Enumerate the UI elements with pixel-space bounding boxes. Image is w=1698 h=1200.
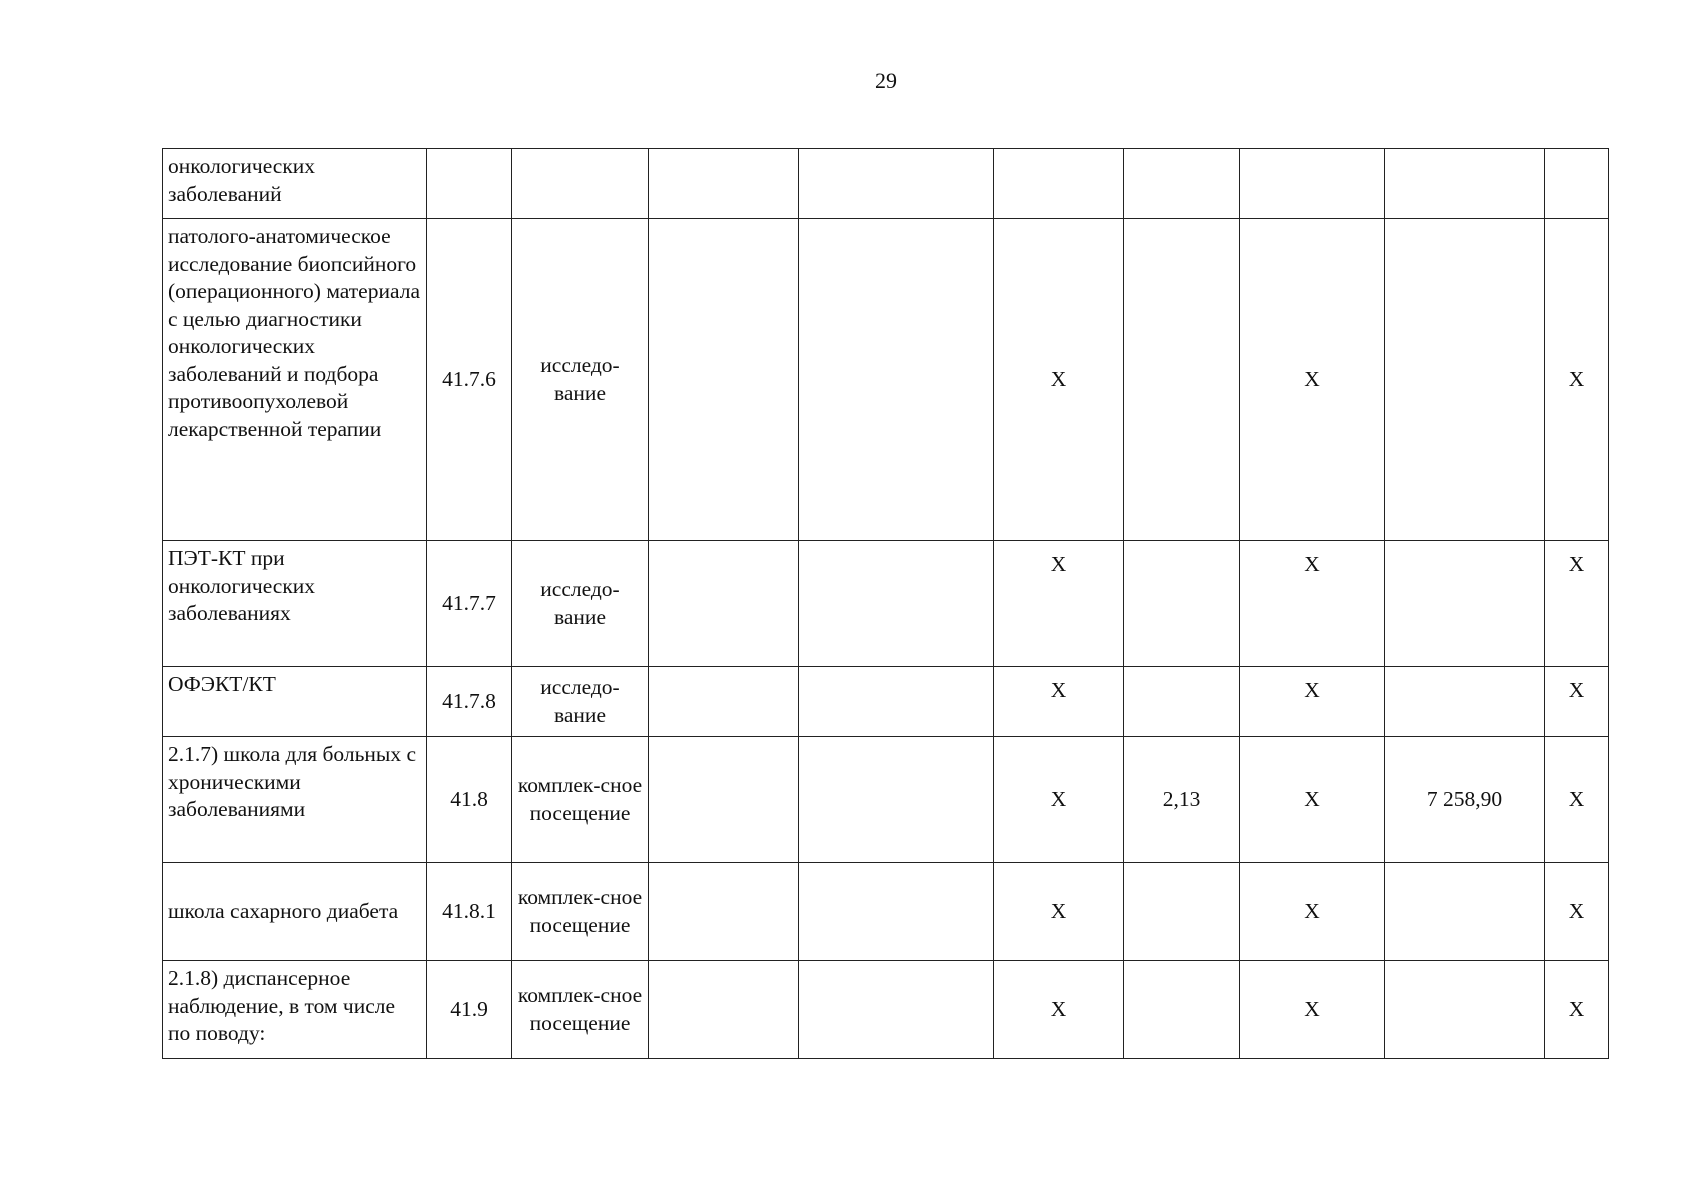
cell-col8: X bbox=[1240, 961, 1385, 1059]
page-number: 29 bbox=[875, 68, 897, 93]
cell-col7 bbox=[1124, 667, 1240, 737]
tariff-table bbox=[162, 148, 1609, 1059]
cell-col8: X bbox=[1240, 667, 1385, 737]
cell-col8: X bbox=[1240, 219, 1385, 541]
table-row bbox=[163, 863, 1609, 961]
cell-col6: X bbox=[994, 961, 1124, 1059]
cell-col5 bbox=[799, 961, 994, 1059]
cell-col5 bbox=[799, 149, 994, 219]
cell-col9 bbox=[1385, 961, 1545, 1059]
cell-col5 bbox=[799, 737, 994, 863]
cell-col6: X bbox=[994, 737, 1124, 863]
cell-unit: комплек-сное посещение bbox=[512, 961, 649, 1059]
cell-code: 41.7.6 bbox=[427, 219, 512, 541]
cell-col9: 7 258,90 bbox=[1385, 737, 1545, 863]
cell-name: школа сахарного диабета bbox=[163, 863, 427, 961]
cell-code: 41.7.8 bbox=[427, 667, 512, 737]
cell-col4 bbox=[649, 219, 799, 541]
cell-col10: X bbox=[1545, 667, 1609, 737]
cell-col5 bbox=[799, 667, 994, 737]
cell-col6 bbox=[994, 149, 1124, 219]
table-row bbox=[163, 737, 1609, 863]
cell-col7 bbox=[1124, 863, 1240, 961]
cell-unit: исследо-вание bbox=[512, 541, 649, 667]
cell-unit: исследо-вание bbox=[512, 219, 649, 541]
cell-col5 bbox=[799, 863, 994, 961]
cell-col8: X bbox=[1240, 863, 1385, 961]
cell-col7 bbox=[1124, 961, 1240, 1059]
cell-col7 bbox=[1124, 149, 1240, 219]
cell-code: 41.8.1 bbox=[427, 863, 512, 961]
table-row bbox=[163, 219, 1609, 541]
cell-col6: X bbox=[994, 541, 1124, 667]
cell-code: 41.7.7 bbox=[427, 541, 512, 667]
cell-col10 bbox=[1545, 149, 1609, 219]
cell-unit bbox=[512, 149, 649, 219]
cell-col5 bbox=[799, 219, 994, 541]
cell-col10: X bbox=[1545, 961, 1609, 1059]
table-row bbox=[163, 149, 1609, 219]
cell-col9 bbox=[1385, 149, 1545, 219]
cell-code: 41.9 bbox=[427, 961, 512, 1059]
cell-col8: X bbox=[1240, 737, 1385, 863]
cell-col10: X bbox=[1545, 863, 1609, 961]
cell-col7 bbox=[1124, 219, 1240, 541]
cell-col6: X bbox=[994, 863, 1124, 961]
cell-name: онкологических заболеваний bbox=[163, 149, 427, 219]
cell-unit: комплек-сное посещение bbox=[512, 863, 649, 961]
cell-col4 bbox=[649, 961, 799, 1059]
cell-col7 bbox=[1124, 541, 1240, 667]
cell-name: 2.1.7) школа для больных с хроническими заболеваниями bbox=[163, 737, 427, 863]
cell-col4 bbox=[649, 863, 799, 961]
cell-col8 bbox=[1240, 149, 1385, 219]
cell-col9 bbox=[1385, 541, 1545, 667]
table-row bbox=[163, 541, 1609, 667]
cell-name: ОФЭКТ/КТ bbox=[163, 667, 427, 737]
cell-col6: X bbox=[994, 219, 1124, 541]
cell-name: ПЭТ-КТ при онкологических заболеваниях bbox=[163, 541, 427, 667]
cell-col9 bbox=[1385, 219, 1545, 541]
table-row bbox=[163, 961, 1609, 1059]
cell-code bbox=[427, 149, 512, 219]
cell-col7: 2,13 bbox=[1124, 737, 1240, 863]
cell-code: 41.8 bbox=[427, 737, 512, 863]
cell-unit: исследо-вание bbox=[512, 667, 649, 737]
cell-col9 bbox=[1385, 863, 1545, 961]
cell-col4 bbox=[649, 541, 799, 667]
cell-col10: X bbox=[1545, 219, 1609, 541]
cell-name: 2.1.8) диспансерное наблюдение, в том числе по поводу: bbox=[163, 961, 427, 1059]
table-row bbox=[163, 667, 1609, 737]
cell-col10: X bbox=[1545, 737, 1609, 863]
cell-col6: X bbox=[994, 667, 1124, 737]
cell-col5 bbox=[799, 541, 994, 667]
cell-unit: комплек-сное посещение bbox=[512, 737, 649, 863]
cell-col10: X bbox=[1545, 541, 1609, 667]
cell-col8: X bbox=[1240, 541, 1385, 667]
cell-col9 bbox=[1385, 667, 1545, 737]
cell-name: патолого-анатомическое исследование биопсийного (операционного) материала с целью диагностики онкологических заболеваний и подбора противоопухолевой лекарственной терапии bbox=[163, 219, 427, 541]
cell-col4 bbox=[649, 149, 799, 219]
cell-col4 bbox=[649, 667, 799, 737]
cell-col4 bbox=[649, 737, 799, 863]
